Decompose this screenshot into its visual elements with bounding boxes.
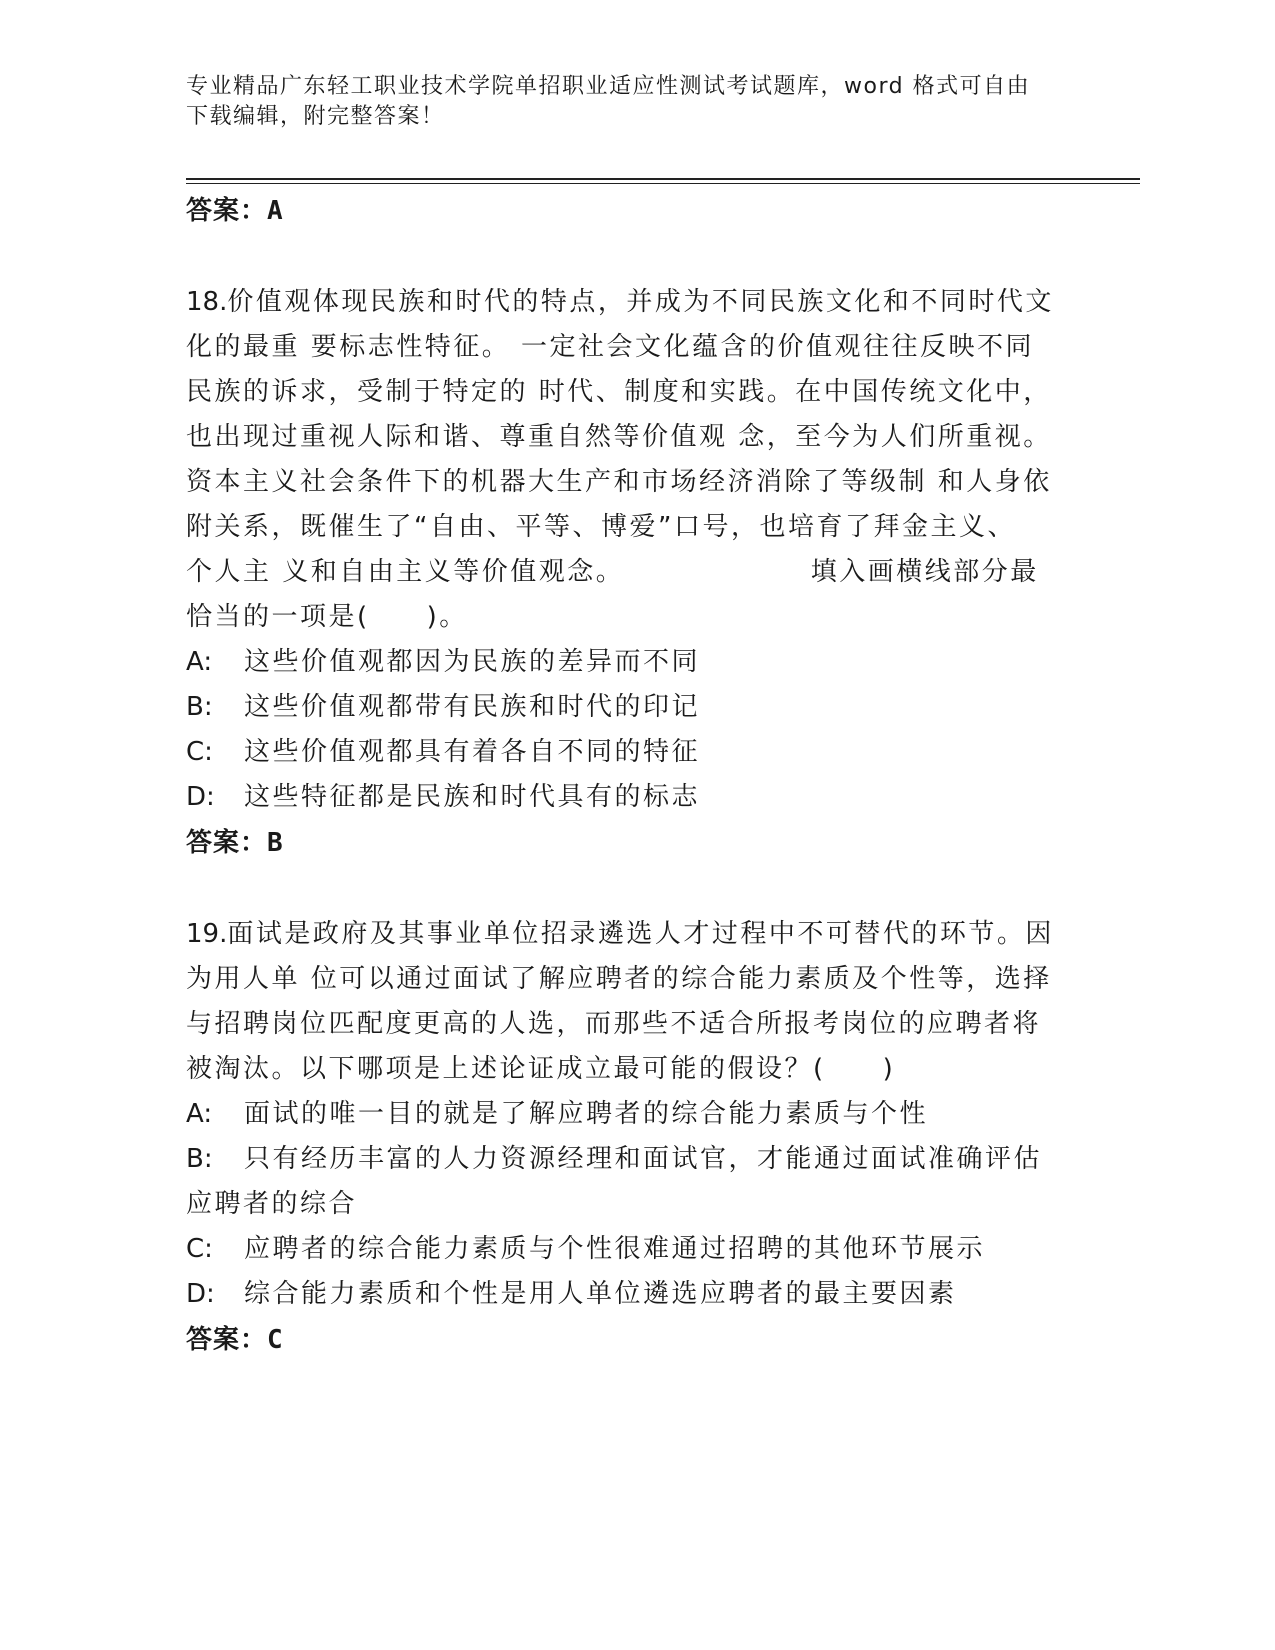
question-text-line: 19.面试是政府及其事业单位招录遴选人才过程中不可替代的环节。因 <box>186 919 1054 949</box>
header-rule-thin <box>186 183 1140 184</box>
option-d <box>186 775 1066 820</box>
question-text-line: 化的最重 要标志性特征。 一定社会文化蕴含的价值观往往反映不同 <box>186 332 1035 362</box>
option-key: C: <box>186 1234 213 1264</box>
answer-label: 答案： <box>186 828 268 858</box>
option-key: B: <box>186 1144 213 1174</box>
option-text: 面试的唯一目的就是了解应聘者的综合能力素质与个性 <box>244 1099 929 1129</box>
question-19 <box>186 912 1066 1363</box>
option-key: D: <box>186 782 215 812</box>
question-text <box>186 912 1066 1092</box>
option-text: 应聘者的综合能力素质与个性很难通过招聘的其他环节展示 <box>244 1234 986 1264</box>
option-key: D: <box>186 1279 215 1309</box>
option-text: 这些价值观都因为民族的差异而不同 <box>244 647 701 677</box>
option-key: A: <box>186 1099 213 1129</box>
option-d <box>186 1272 1066 1317</box>
option-key: B: <box>186 692 213 722</box>
answer-value: A <box>267 196 284 226</box>
question-text-line: 恰当的一项是( )。 <box>186 602 468 632</box>
option-b <box>186 685 1066 730</box>
option-text-continued: 应聘者的综合 <box>186 1189 358 1219</box>
answer-value: C <box>267 1325 284 1355</box>
answer-line <box>186 820 1066 866</box>
option-key: A: <box>186 647 213 677</box>
header-rule-thick <box>186 178 1140 180</box>
option-key: C: <box>186 737 213 767</box>
question-18 <box>186 280 1066 866</box>
question-number: 19. <box>186 919 228 949</box>
question-text-line: 为用人单 位可以通过面试了解应聘者的综合能力素质及个性等，选择 <box>186 964 1052 994</box>
answer-value: B <box>267 828 284 858</box>
question-text-line: 附关系，既催生了“自由、平等、博爱”口号，也培育了拜金主义、 <box>186 512 1016 542</box>
page-content <box>186 188 1066 1363</box>
option-a <box>186 640 1066 685</box>
option-text: 综合能力素质和个性是用人单位遴选应聘者的最主要因素 <box>244 1279 957 1309</box>
option-c <box>186 730 1066 775</box>
question-text <box>186 280 1066 640</box>
question-text-line: 资本主义社会条件下的机器大生产和市场经济消除了等级制 和人身依 <box>186 467 1052 497</box>
question-text-line: 个人主 义和自由主义等价值观念。 填入画横线部分最 <box>186 557 1039 587</box>
answer-label: 答案： <box>186 1325 268 1355</box>
option-b <box>186 1137 1066 1227</box>
question-text-line: 与招聘岗位匹配度更高的人选，而那些不适合所报考岗位的应聘者将 <box>186 1009 1042 1039</box>
header-line-1: 专业精品广东轻工职业技术学院单招职业适应性测试考试题库，word 格式可自由 <box>186 74 1031 99</box>
option-text: 这些特征都是民族和时代具有的标志 <box>244 782 701 812</box>
answer-line <box>186 188 1066 234</box>
question-number: 18. <box>186 287 228 317</box>
page-header <box>186 72 1066 132</box>
question-text-line: 民族的诉求，受制于特定的 时代、制度和实践。在中国传统文化中， <box>186 377 1052 407</box>
header-line-2: 下载编辑，附完整答案！ <box>186 104 445 129</box>
question-text-line: 18.价值观体现民族和时代的特点，并成为不同民族文化和不同时代文 <box>186 287 1054 317</box>
option-c <box>186 1227 1066 1272</box>
question-text-line: 也出现过重视人际和谐、尊重自然等价值观 念，至今为人们所重视。 <box>186 422 1052 452</box>
question-text-line: 被淘汰。以下哪项是上述论证成立最可能的假设？( ) <box>186 1054 896 1084</box>
answer-line <box>186 1317 1066 1363</box>
option-a <box>186 1092 1066 1137</box>
option-text: 这些价值观都带有民族和时代的印记 <box>244 692 701 722</box>
option-text: 这些价值观都具有着各自不同的特征 <box>244 737 701 767</box>
answer-label: 答案： <box>186 196 268 226</box>
option-text: 只有经历丰富的人力资源经理和面试官，才能通过面试准确评估 <box>244 1144 1043 1174</box>
